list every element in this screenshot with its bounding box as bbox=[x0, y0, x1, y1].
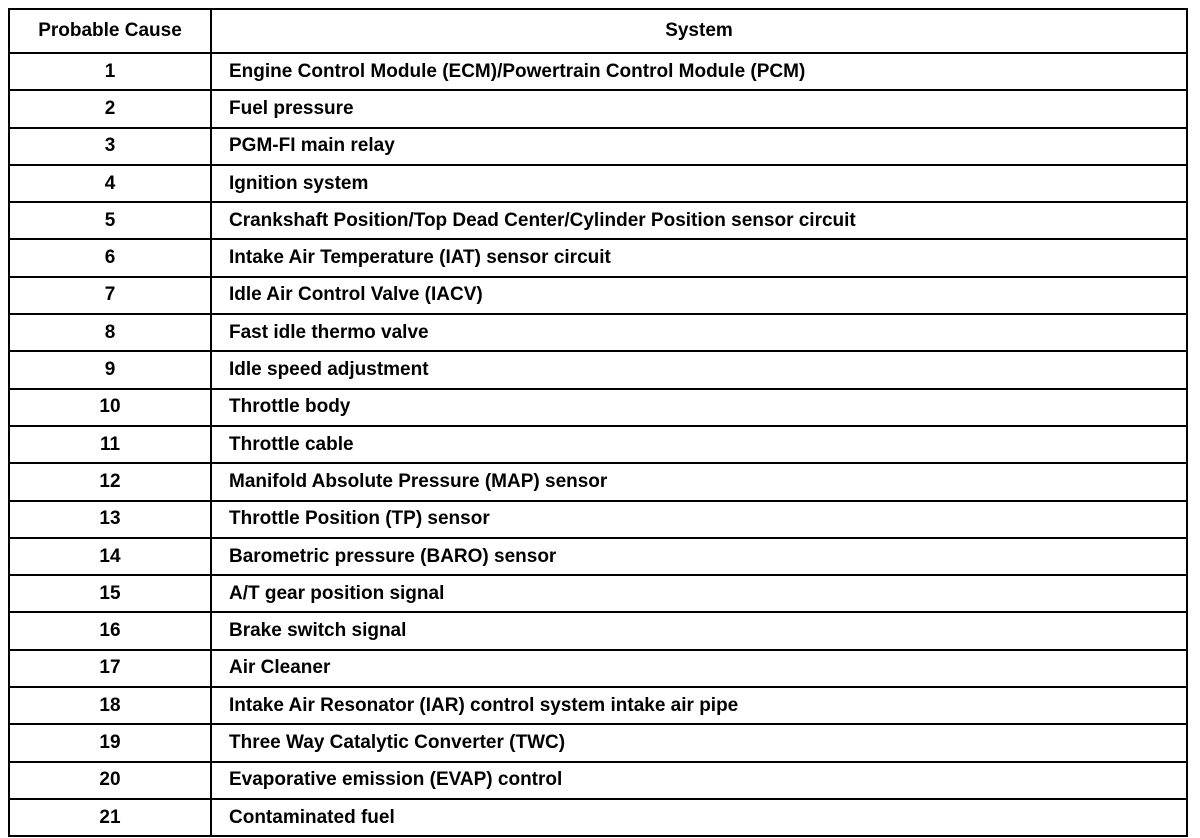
table-row bbox=[9, 314, 1187, 351]
table-header bbox=[9, 9, 1187, 53]
probable-cause-number: 16 bbox=[9, 612, 211, 649]
table-row bbox=[9, 128, 1187, 165]
system-name: Fast idle thermo valve bbox=[211, 314, 1187, 351]
table-row bbox=[9, 650, 1187, 687]
probable-cause-number: 12 bbox=[9, 463, 211, 500]
system-name: Throttle body bbox=[211, 389, 1187, 426]
probable-cause-number: 14 bbox=[9, 538, 211, 575]
table-row bbox=[9, 202, 1187, 239]
probable-cause-number: 10 bbox=[9, 389, 211, 426]
system-name: Intake Air Temperature (IAT) sensor circuit bbox=[211, 239, 1187, 276]
probable-cause-table-container bbox=[8, 8, 1186, 837]
probable-cause-number: 2 bbox=[9, 90, 211, 127]
probable-cause-number: 6 bbox=[9, 239, 211, 276]
table-row bbox=[9, 277, 1187, 314]
probable-cause-number: 4 bbox=[9, 165, 211, 202]
system-name: Evaporative emission (EVAP) control bbox=[211, 762, 1187, 799]
system-name: Barometric pressure (BARO) sensor bbox=[211, 538, 1187, 575]
table-row bbox=[9, 165, 1187, 202]
system-name: Intake Air Resonator (IAR) control system intake air pipe bbox=[211, 687, 1187, 724]
probable-cause-number: 3 bbox=[9, 128, 211, 165]
table-row bbox=[9, 724, 1187, 761]
probable-cause-number: 19 bbox=[9, 724, 211, 761]
system-name: Idle speed adjustment bbox=[211, 351, 1187, 388]
probable-cause-number: 13 bbox=[9, 501, 211, 538]
system-name: Manifold Absolute Pressure (MAP) sensor bbox=[211, 463, 1187, 500]
table-row bbox=[9, 90, 1187, 127]
table-row bbox=[9, 612, 1187, 649]
table-row bbox=[9, 463, 1187, 500]
system-name: Brake switch signal bbox=[211, 612, 1187, 649]
table-row bbox=[9, 53, 1187, 90]
probable-cause-number: 17 bbox=[9, 650, 211, 687]
table-row bbox=[9, 575, 1187, 612]
probable-cause-number: 11 bbox=[9, 426, 211, 463]
table-body bbox=[9, 53, 1187, 836]
system-name: Three Way Catalytic Converter (TWC) bbox=[211, 724, 1187, 761]
probable-cause-number: 5 bbox=[9, 202, 211, 239]
table-row bbox=[9, 799, 1187, 836]
system-name: Contaminated fuel bbox=[211, 799, 1187, 836]
header-probable-cause: Probable Cause bbox=[9, 9, 211, 53]
probable-cause-number: 1 bbox=[9, 53, 211, 90]
table-row bbox=[9, 426, 1187, 463]
system-name: Fuel pressure bbox=[211, 90, 1187, 127]
system-name: Throttle Position (TP) sensor bbox=[211, 501, 1187, 538]
system-name: Air Cleaner bbox=[211, 650, 1187, 687]
probable-cause-number: 18 bbox=[9, 687, 211, 724]
system-name: Throttle cable bbox=[211, 426, 1187, 463]
table-row bbox=[9, 389, 1187, 426]
table-row bbox=[9, 351, 1187, 388]
probable-cause-number: 8 bbox=[9, 314, 211, 351]
table-row bbox=[9, 501, 1187, 538]
table-row bbox=[9, 762, 1187, 799]
header-system: System bbox=[211, 9, 1187, 53]
probable-cause-number: 21 bbox=[9, 799, 211, 836]
system-name: Ignition system bbox=[211, 165, 1187, 202]
system-name: Engine Control Module (ECM)/Powertrain Control Module (PCM) bbox=[211, 53, 1187, 90]
table-row bbox=[9, 687, 1187, 724]
probable-cause-table bbox=[8, 8, 1188, 837]
probable-cause-number: 7 bbox=[9, 277, 211, 314]
system-name: PGM-FI main relay bbox=[211, 128, 1187, 165]
probable-cause-number: 15 bbox=[9, 575, 211, 612]
system-name: A/T gear position signal bbox=[211, 575, 1187, 612]
system-name: Crankshaft Position/Top Dead Center/Cylinder Position sensor circuit bbox=[211, 202, 1187, 239]
table-row bbox=[9, 538, 1187, 575]
table-row bbox=[9, 239, 1187, 276]
header-row bbox=[9, 9, 1187, 53]
probable-cause-number: 9 bbox=[9, 351, 211, 388]
probable-cause-number: 20 bbox=[9, 762, 211, 799]
system-name: Idle Air Control Valve (IACV) bbox=[211, 277, 1187, 314]
